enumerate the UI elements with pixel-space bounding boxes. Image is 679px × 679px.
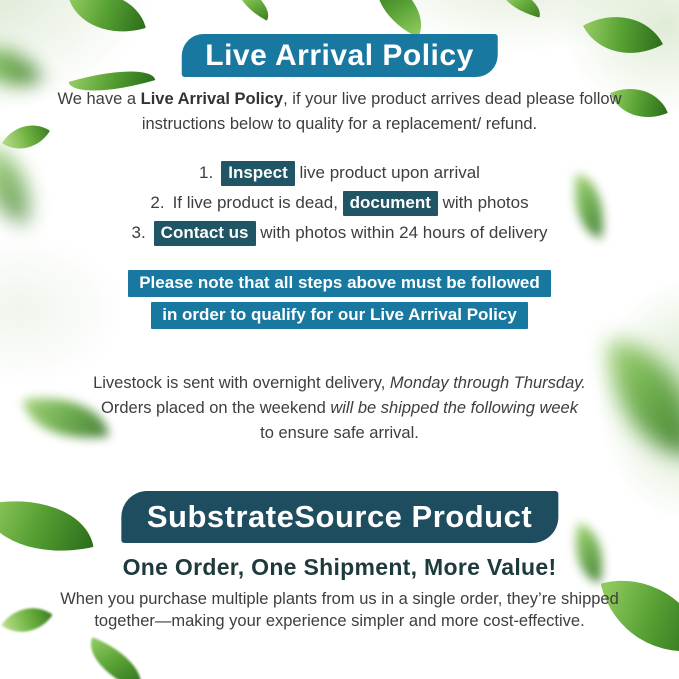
step-highlight-document: document [343, 191, 438, 216]
value-paragraph [0, 588, 679, 632]
shipping-italic-phrase: Monday through Thursday. [389, 374, 586, 392]
live-arrival-policy-banner-title: Live Arrival Policy [205, 38, 474, 72]
step-item-2: 2. If live product is dead, document with photos [0, 188, 679, 218]
step-number: 1. [199, 163, 214, 182]
shipping-line-1: Livestock is sent with overnight delivery, Monday through Thursday. [93, 374, 586, 392]
value-headline: One Order, One Shipment, More Value! [122, 554, 557, 580]
step-item-3: 3. Contact us with photos within 24 hours of delivery [0, 218, 679, 248]
shipping-line-2: Orders placed on the weekend will be shipped the following week [101, 399, 578, 417]
policy-note-line-2: in order to qualify for our Live Arrival Policy [0, 302, 679, 329]
value-line-1: When you purchase multiple plants from us in a single order, they’re shipped [60, 590, 619, 608]
shipping-italic-phrase: will be shipped the following week [330, 399, 578, 417]
step-highlight-contact-us: Contact us [154, 221, 256, 246]
live-arrival-policy-banner [181, 34, 498, 77]
shipping-paragraph [0, 371, 679, 446]
steps-list [0, 158, 679, 248]
intro-line-2: instructions below to quality for a replacement/ refund. [141, 115, 538, 133]
shipping-line-3: to ensure safe arrival. [260, 424, 419, 442]
intro-bold-phrase: Live Arrival Policy [140, 90, 284, 108]
step-number: 3. [131, 223, 146, 242]
policy-note [0, 270, 679, 334]
value-line-2: together—making your experience simpler and more cost-effective. [94, 612, 585, 630]
step-item-1: 1. Inspect live product upon arrival [0, 158, 679, 188]
policy-note-line-1: Please note that all steps above must be followed [0, 270, 679, 297]
step-number: 2. [150, 193, 165, 212]
intro-paragraph [0, 87, 679, 137]
intro-line-1: We have a Live Arrival Policy, if your live product arrives dead please follow [57, 90, 622, 108]
substratesource-product-banner [121, 491, 558, 543]
substratesource-product-banner-title: SubstrateSource Product [146, 499, 533, 534]
step-highlight-inspect: Inspect [221, 161, 295, 186]
